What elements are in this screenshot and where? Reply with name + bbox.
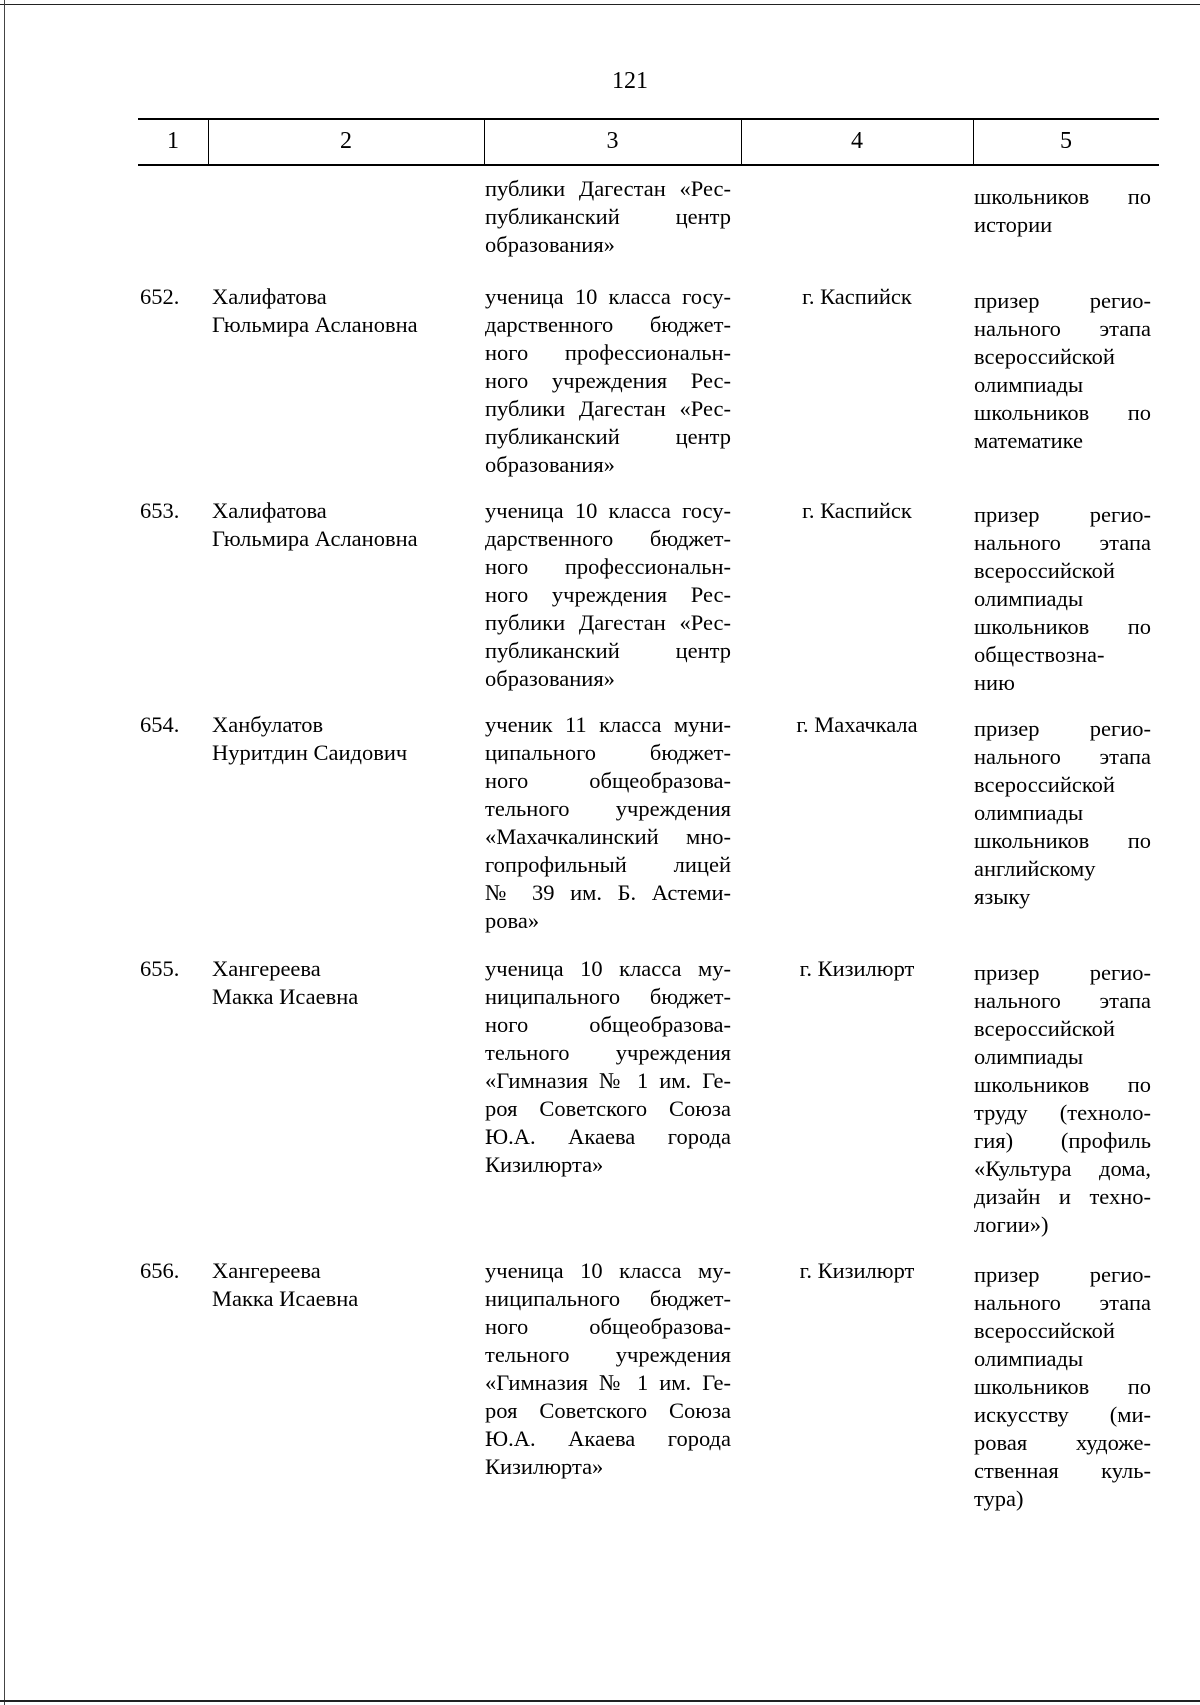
institution-text-line: образования»: [485, 452, 615, 477]
person-name: [212, 955, 457, 1011]
institution-text-line: ного общеобразова-: [485, 1314, 731, 1339]
person-name-line: Гюльмира Аслановна: [212, 312, 418, 337]
institution-text-line: ученик 11 класса муни-: [485, 712, 731, 737]
city: г. Каспийск: [802, 284, 912, 309]
institution-text-line: гопрофильный лицей: [485, 852, 731, 877]
continuation-achievement-line: школьников по: [974, 184, 1151, 209]
continuation-institution-line: публиканский центр: [485, 204, 731, 229]
institution-text-line: публики Дагестан «Рес-: [485, 610, 731, 635]
institution-text-line: тельного учреждения: [485, 1040, 731, 1065]
institution-text-line: тельного учреждения: [485, 796, 731, 821]
city: г. Каспийск: [802, 498, 912, 523]
achievement-text: [974, 501, 1151, 697]
institution-text-line: «Гимназия № 1 им. Ге-: [485, 1068, 731, 1093]
achievement-text-line: искусству (ми-: [974, 1402, 1151, 1427]
achievement-text-line: логии»): [974, 1212, 1049, 1237]
continuation-achievement: [974, 183, 1151, 239]
header-rule-bottom: [138, 164, 1159, 166]
person-name-line: Халифатова: [212, 284, 327, 309]
achievement-text-line: дизайн и техно-: [974, 1184, 1151, 1209]
person-name-line: Макка Исаевна: [212, 984, 359, 1009]
achievement-text-line: ровая художе-: [974, 1430, 1151, 1455]
person-name-line: Халифатова: [212, 498, 327, 523]
person-name-line: Нуритдин Саидович: [212, 740, 408, 765]
achievement-text-line: тура): [974, 1486, 1024, 1511]
institution-text: [485, 955, 731, 1179]
institution-text-line: публиканский центр: [485, 424, 731, 449]
achievement-text-line: нию: [974, 670, 1015, 695]
institution-text-line: Кизилюрта»: [485, 1152, 604, 1177]
achievement-text-line: английскому: [974, 856, 1096, 881]
institution-text-line: роя Советского Союза: [485, 1096, 731, 1121]
achievement-text-line: математике: [974, 428, 1084, 453]
table-header: [138, 118, 1159, 166]
person-name-line: Макка Исаевна: [212, 1286, 359, 1311]
person-name: [212, 711, 457, 767]
achievement-text: [974, 959, 1151, 1239]
achievement-text-line: школьников по: [974, 1374, 1151, 1399]
achievement-text-line: всероссийской: [974, 772, 1115, 797]
achievement-text-line: «Культура дома,: [974, 1156, 1151, 1181]
institution-text-line: Ю.А. Акаева города: [485, 1124, 731, 1149]
header-rule-top: [138, 118, 1159, 120]
person-name: [212, 283, 457, 339]
row-number: 656.: [140, 1258, 180, 1283]
achievement-text-line: языку: [974, 884, 1031, 909]
institution-text-line: ученица 10 класса госу-: [485, 284, 731, 309]
column-number-4: 4: [851, 128, 863, 154]
achievement-text-line: ственная куль-: [974, 1458, 1151, 1483]
institution-text-line: ного профессиональн-: [485, 340, 731, 365]
achievement-text: [974, 1261, 1151, 1513]
achievement-text-line: нального этапа: [974, 744, 1151, 769]
page-number: 121: [612, 68, 648, 94]
achievement-text-line: призер регио-: [974, 288, 1151, 313]
page-edge-top: [0, 4, 1200, 5]
achievement-text-line: всероссийской: [974, 1016, 1115, 1041]
institution-text-line: «Махачкалинский мно-: [485, 824, 731, 849]
achievement-text-line: олимпиады: [974, 1346, 1084, 1371]
institution-text-line: образования»: [485, 666, 615, 691]
continuation-institution-line: образования»: [485, 232, 615, 257]
achievement-text-line: нального этапа: [974, 530, 1151, 555]
person-name: [212, 497, 457, 553]
institution-text-line: Ю.А. Акаева города: [485, 1426, 731, 1451]
column-number-3: 3: [606, 128, 619, 154]
achievement-text-line: призер регио-: [974, 502, 1151, 527]
row-number: 654.: [140, 712, 180, 737]
institution-text-line: публиканский центр: [485, 638, 731, 663]
achievement-text-line: школьников по: [974, 1072, 1151, 1097]
institution-text: [485, 497, 731, 693]
institution-text-line: дарственного бюджет-: [485, 312, 731, 337]
institution-text-line: дарственного бюджет-: [485, 526, 731, 551]
achievement-text-line: школьников по: [974, 828, 1151, 853]
achievement-text-line: школьников по: [974, 400, 1151, 425]
institution-text-line: ниципального бюджет-: [485, 1286, 731, 1311]
row-number: 655.: [140, 956, 180, 981]
institution-text-line: ного учреждения Рес-: [485, 582, 731, 607]
achievement-text-line: призер регио-: [974, 1262, 1151, 1287]
institution-text-line: тельного учреждения: [485, 1342, 731, 1367]
achievement-text-line: труду (техноло-: [974, 1100, 1151, 1125]
achievement-text-line: призер регио-: [974, 960, 1151, 985]
achievement-text-line: олимпиады: [974, 586, 1084, 611]
achievement-text: [974, 715, 1151, 911]
achievement-text-line: олимпиады: [974, 800, 1084, 825]
page-edge-left: [4, 0, 5, 1705]
achievement-text-line: школьников по: [974, 614, 1151, 639]
institution-text-line: рова»: [485, 908, 540, 933]
institution-text-line: публики Дагестан «Рес-: [485, 396, 731, 421]
achievement-text-line: всероссийской: [974, 1318, 1115, 1343]
column-number-1: 1: [167, 128, 179, 154]
column-number-5: 5: [1060, 128, 1072, 154]
institution-text-line: «Гимназия № 1 им. Ге-: [485, 1370, 731, 1395]
achievement-text-line: всероссийской: [974, 558, 1115, 583]
institution-text-line: ного общеобразова-: [485, 1012, 731, 1037]
institution-text-line: ного общеобразова-: [485, 768, 731, 793]
institution-text: [485, 283, 731, 479]
city: г. Кизилюрт: [799, 1258, 915, 1283]
city: г. Кизилюрт: [799, 956, 915, 981]
achievement-text: [974, 287, 1151, 455]
institution-text-line: ученица 10 класса му-: [485, 956, 731, 981]
achievement-text-line: обществозна-: [974, 642, 1105, 667]
person-name: [212, 1257, 457, 1313]
person-name-line: Хангереева: [212, 956, 321, 981]
page-edge-bottom: [0, 1700, 1200, 1702]
achievement-text-line: нального этапа: [974, 1290, 1151, 1315]
institution-text-line: ученица 10 класса му-: [485, 1258, 731, 1283]
city: г. Махачкала: [796, 712, 918, 737]
continuation-institution-line: публики Дагестан «Рес-: [485, 176, 731, 201]
row-number: 652.: [140, 284, 180, 309]
institution-text-line: ученица 10 класса госу-: [485, 498, 731, 523]
achievement-text-line: нального этапа: [974, 988, 1151, 1013]
institution-text: [485, 1257, 731, 1481]
person-name-line: Ханбулатов: [212, 712, 324, 737]
achievement-text-line: нального этапа: [974, 316, 1151, 341]
achievement-text-line: всероссийской: [974, 344, 1115, 369]
continuation-institution: [485, 175, 731, 259]
continuation-achievement-line: истории: [974, 212, 1053, 237]
institution-text-line: ниципального бюджет-: [485, 984, 731, 1009]
person-name-line: Хангереева: [212, 1258, 321, 1283]
person-name-line: Гюльмира Аслановна: [212, 526, 418, 551]
achievement-text-line: олимпиады: [974, 372, 1084, 397]
institution-text: [485, 711, 731, 935]
institution-text-line: роя Советского Союза: [485, 1398, 731, 1423]
achievement-text-line: гия) (профиль: [974, 1128, 1151, 1153]
institution-text-line: Кизилюрта»: [485, 1454, 604, 1479]
institution-text-line: № 39 им. Б. Астеми-: [485, 880, 731, 905]
row-number: 653.: [140, 498, 180, 523]
institution-text-line: ного учреждения Рес-: [485, 368, 731, 393]
column-number-2: 2: [340, 128, 352, 154]
achievement-text-line: олимпиады: [974, 1044, 1084, 1069]
institution-text-line: ного профессиональн-: [485, 554, 731, 579]
institution-text-line: ципального бюджет-: [485, 740, 731, 765]
achievement-text-line: призер регио-: [974, 716, 1151, 741]
